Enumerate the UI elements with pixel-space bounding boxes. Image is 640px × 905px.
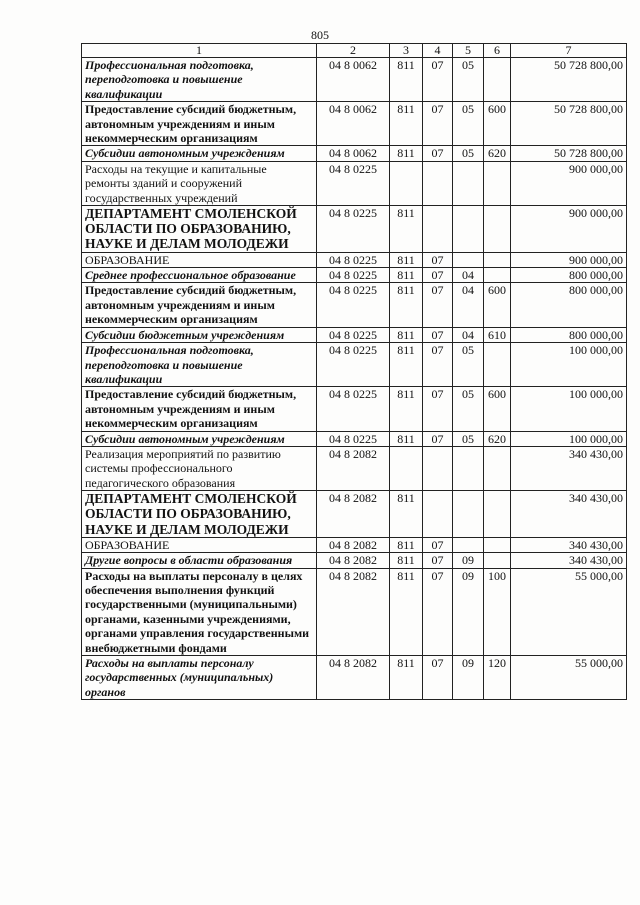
ministry-code-cell: 811 xyxy=(390,283,423,327)
ministry-code-cell: 811 xyxy=(390,268,423,283)
section-cell xyxy=(423,161,453,205)
ministry-code-cell: 811 xyxy=(390,58,423,102)
expense-type-cell xyxy=(484,343,511,387)
amount-cell: 900 000,00 xyxy=(511,161,627,205)
subsection-cell xyxy=(453,446,484,490)
target-article-cell: 04 8 0225 xyxy=(317,268,390,283)
table-header xyxy=(82,44,627,58)
target-article-cell: 04 8 2082 xyxy=(317,656,390,700)
expense-type-cell: 620 xyxy=(484,431,511,446)
target-article-cell: 04 8 2082 xyxy=(317,537,390,552)
target-article-cell: 04 8 2082 xyxy=(317,446,390,490)
expense-type-cell: 600 xyxy=(484,102,511,146)
amount-cell: 100 000,00 xyxy=(511,387,627,431)
amount-cell: 50 728 800,00 xyxy=(511,146,627,161)
budget-table xyxy=(81,43,627,700)
table-row xyxy=(82,568,627,655)
expense-type-cell: 600 xyxy=(484,283,511,327)
header-col-1: 1 xyxy=(82,44,317,58)
target-article-cell: 04 8 0062 xyxy=(317,146,390,161)
subsection-cell xyxy=(453,491,484,538)
row-name-cell: ОБРАЗОВАНИЕ xyxy=(82,252,317,267)
section-cell: 07 xyxy=(423,431,453,446)
target-article-cell: 04 8 2082 xyxy=(317,553,390,568)
row-name-cell: Профессиональная подготовка, переподготовка и повышение квалификации xyxy=(82,58,317,102)
table-row xyxy=(82,252,627,267)
header-col-4: 4 xyxy=(423,44,453,58)
row-name-cell: Расходы на текущие и капитальные ремонты зданий и сооружений государственных учреждений xyxy=(82,161,317,205)
row-name-cell: Профессиональная подготовка, переподготовка и повышение квалификации xyxy=(82,343,317,387)
ministry-code-cell: 811 xyxy=(390,327,423,342)
row-name-cell: Расходы на выплаты персоналу государственных (муниципальных) органов xyxy=(82,656,317,700)
expense-type-cell: 120 xyxy=(484,656,511,700)
table-row xyxy=(82,327,627,342)
section-cell: 07 xyxy=(423,327,453,342)
ministry-code-cell: 811 xyxy=(390,146,423,161)
row-name-cell: Предоставление субсидий бюджетным, автономным учреждениям и иным некоммерческим организациям xyxy=(82,387,317,431)
row-name-cell: Расходы на выплаты персоналу в целях обеспечения выполнения функций государственными (муниципальными) органами, казенными учреждениями, органами управления государственными внебюджетными фондами xyxy=(82,568,317,655)
section-cell: 07 xyxy=(423,568,453,655)
section-cell: 07 xyxy=(423,146,453,161)
header-col-2: 2 xyxy=(317,44,390,58)
target-article-cell: 04 8 0225 xyxy=(317,161,390,205)
subsection-cell: 05 xyxy=(453,387,484,431)
expense-type-cell xyxy=(484,268,511,283)
row-name-cell: ДЕПАРТАМЕНТ СМОЛЕНСКОЙ ОБЛАСТИ ПО ОБРАЗОВАНИЮ, НАУКЕ И ДЕЛАМ МОЛОДЕЖИ xyxy=(82,206,317,253)
table-row xyxy=(82,446,627,490)
ministry-code-cell: 811 xyxy=(390,252,423,267)
expense-type-cell xyxy=(484,553,511,568)
table-row xyxy=(82,431,627,446)
section-cell xyxy=(423,446,453,490)
ministry-code-cell: 811 xyxy=(390,553,423,568)
table-row xyxy=(82,553,627,568)
subsection-cell: 04 xyxy=(453,327,484,342)
table-row xyxy=(82,146,627,161)
expense-type-cell xyxy=(484,491,511,538)
row-name-cell: Субсидии автономным учреждениям xyxy=(82,431,317,446)
amount-cell: 340 430,00 xyxy=(511,553,627,568)
amount-cell: 800 000,00 xyxy=(511,327,627,342)
expense-type-cell xyxy=(484,252,511,267)
section-cell xyxy=(423,206,453,253)
table-row xyxy=(82,206,627,253)
amount-cell: 55 000,00 xyxy=(511,568,627,655)
row-name-cell: Реализация мероприятий по развитию системы профессионального педагогического образования xyxy=(82,446,317,490)
table-row xyxy=(82,491,627,538)
ministry-code-cell: 811 xyxy=(390,568,423,655)
section-cell: 07 xyxy=(423,58,453,102)
subsection-cell: 05 xyxy=(453,58,484,102)
table-row xyxy=(82,283,627,327)
row-name-cell: Субсидии автономным учреждениям xyxy=(82,146,317,161)
expense-type-cell xyxy=(484,161,511,205)
amount-cell: 800 000,00 xyxy=(511,283,627,327)
target-article-cell: 04 8 0225 xyxy=(317,206,390,253)
table-row xyxy=(82,58,627,102)
table-row xyxy=(82,102,627,146)
section-cell: 07 xyxy=(423,252,453,267)
ministry-code-cell: 811 xyxy=(390,387,423,431)
amount-cell: 340 430,00 xyxy=(511,446,627,490)
subsection-cell: 05 xyxy=(453,146,484,161)
ministry-code-cell xyxy=(390,446,423,490)
section-cell: 07 xyxy=(423,283,453,327)
table-row xyxy=(82,268,627,283)
ministry-code-cell: 811 xyxy=(390,102,423,146)
table-row xyxy=(82,387,627,431)
ministry-code-cell: 811 xyxy=(390,343,423,387)
subsection-cell: 05 xyxy=(453,102,484,146)
amount-cell: 55 000,00 xyxy=(511,656,627,700)
section-cell: 07 xyxy=(423,553,453,568)
target-article-cell: 04 8 0225 xyxy=(317,343,390,387)
expense-type-cell xyxy=(484,537,511,552)
table-row xyxy=(82,161,627,205)
section-cell: 07 xyxy=(423,656,453,700)
row-name-cell: Другие вопросы в области образования xyxy=(82,553,317,568)
amount-cell: 900 000,00 xyxy=(511,206,627,253)
section-cell: 07 xyxy=(423,102,453,146)
row-name-cell: Среднее профессиональное образование xyxy=(82,268,317,283)
subsection-cell: 09 xyxy=(453,553,484,568)
section-cell: 07 xyxy=(423,387,453,431)
subsection-cell: 05 xyxy=(453,343,484,387)
subsection-cell: 04 xyxy=(453,283,484,327)
table-body xyxy=(82,58,627,700)
target-article-cell: 04 8 0062 xyxy=(317,58,390,102)
header-col-7: 7 xyxy=(511,44,627,58)
section-cell xyxy=(423,491,453,538)
row-name-cell: ДЕПАРТАМЕНТ СМОЛЕНСКОЙ ОБЛАСТИ ПО ОБРАЗОВАНИЮ, НАУКЕ И ДЕЛАМ МОЛОДЕЖИ xyxy=(82,491,317,538)
ministry-code-cell: 811 xyxy=(390,537,423,552)
expense-type-cell: 100 xyxy=(484,568,511,655)
expense-type-cell xyxy=(484,58,511,102)
header-row xyxy=(82,44,627,58)
table-row xyxy=(82,537,627,552)
amount-cell: 800 000,00 xyxy=(511,268,627,283)
row-name-cell: ОБРАЗОВАНИЕ xyxy=(82,537,317,552)
subsection-cell: 09 xyxy=(453,656,484,700)
header-col-3: 3 xyxy=(390,44,423,58)
amount-cell: 340 430,00 xyxy=(511,537,627,552)
row-name-cell: Предоставление субсидий бюджетным, автономным учреждениям и иным некоммерческим организациям xyxy=(82,102,317,146)
target-article-cell: 04 8 0225 xyxy=(317,283,390,327)
amount-cell: 900 000,00 xyxy=(511,252,627,267)
ministry-code-cell xyxy=(390,161,423,205)
expense-type-cell: 610 xyxy=(484,327,511,342)
section-cell: 07 xyxy=(423,268,453,283)
section-cell: 07 xyxy=(423,343,453,387)
subsection-cell: 05 xyxy=(453,431,484,446)
table-row xyxy=(82,343,627,387)
target-article-cell: 04 8 0225 xyxy=(317,327,390,342)
subsection-cell xyxy=(453,537,484,552)
target-article-cell: 04 8 2082 xyxy=(317,568,390,655)
row-name-cell: Субсидии бюджетным учреждениям xyxy=(82,327,317,342)
row-name-cell: Предоставление субсидий бюджетным, автономным учреждениям и иным некоммерческим организациям xyxy=(82,283,317,327)
target-article-cell: 04 8 0225 xyxy=(317,252,390,267)
amount-cell: 100 000,00 xyxy=(511,431,627,446)
table-row xyxy=(82,656,627,700)
subsection-cell xyxy=(453,252,484,267)
target-article-cell: 04 8 0225 xyxy=(317,387,390,431)
amount-cell: 100 000,00 xyxy=(511,343,627,387)
expense-type-cell: 620 xyxy=(484,146,511,161)
ministry-code-cell: 811 xyxy=(390,656,423,700)
ministry-code-cell: 811 xyxy=(390,431,423,446)
expense-type-cell xyxy=(484,446,511,490)
expense-type-cell: 600 xyxy=(484,387,511,431)
target-article-cell: 04 8 0225 xyxy=(317,431,390,446)
target-article-cell: 04 8 2082 xyxy=(317,491,390,538)
ministry-code-cell: 811 xyxy=(390,491,423,538)
section-cell: 07 xyxy=(423,537,453,552)
header-col-6: 6 xyxy=(484,44,511,58)
amount-cell: 50 728 800,00 xyxy=(511,102,627,146)
target-article-cell: 04 8 0062 xyxy=(317,102,390,146)
amount-cell: 50 728 800,00 xyxy=(511,58,627,102)
ministry-code-cell: 811 xyxy=(390,206,423,253)
header-col-5: 5 xyxy=(453,44,484,58)
subsection-cell: 04 xyxy=(453,268,484,283)
subsection-cell xyxy=(453,161,484,205)
subsection-cell xyxy=(453,206,484,253)
amount-cell: 340 430,00 xyxy=(511,491,627,538)
expense-type-cell xyxy=(484,206,511,253)
subsection-cell: 09 xyxy=(453,568,484,655)
page-number: 805 xyxy=(311,28,329,42)
